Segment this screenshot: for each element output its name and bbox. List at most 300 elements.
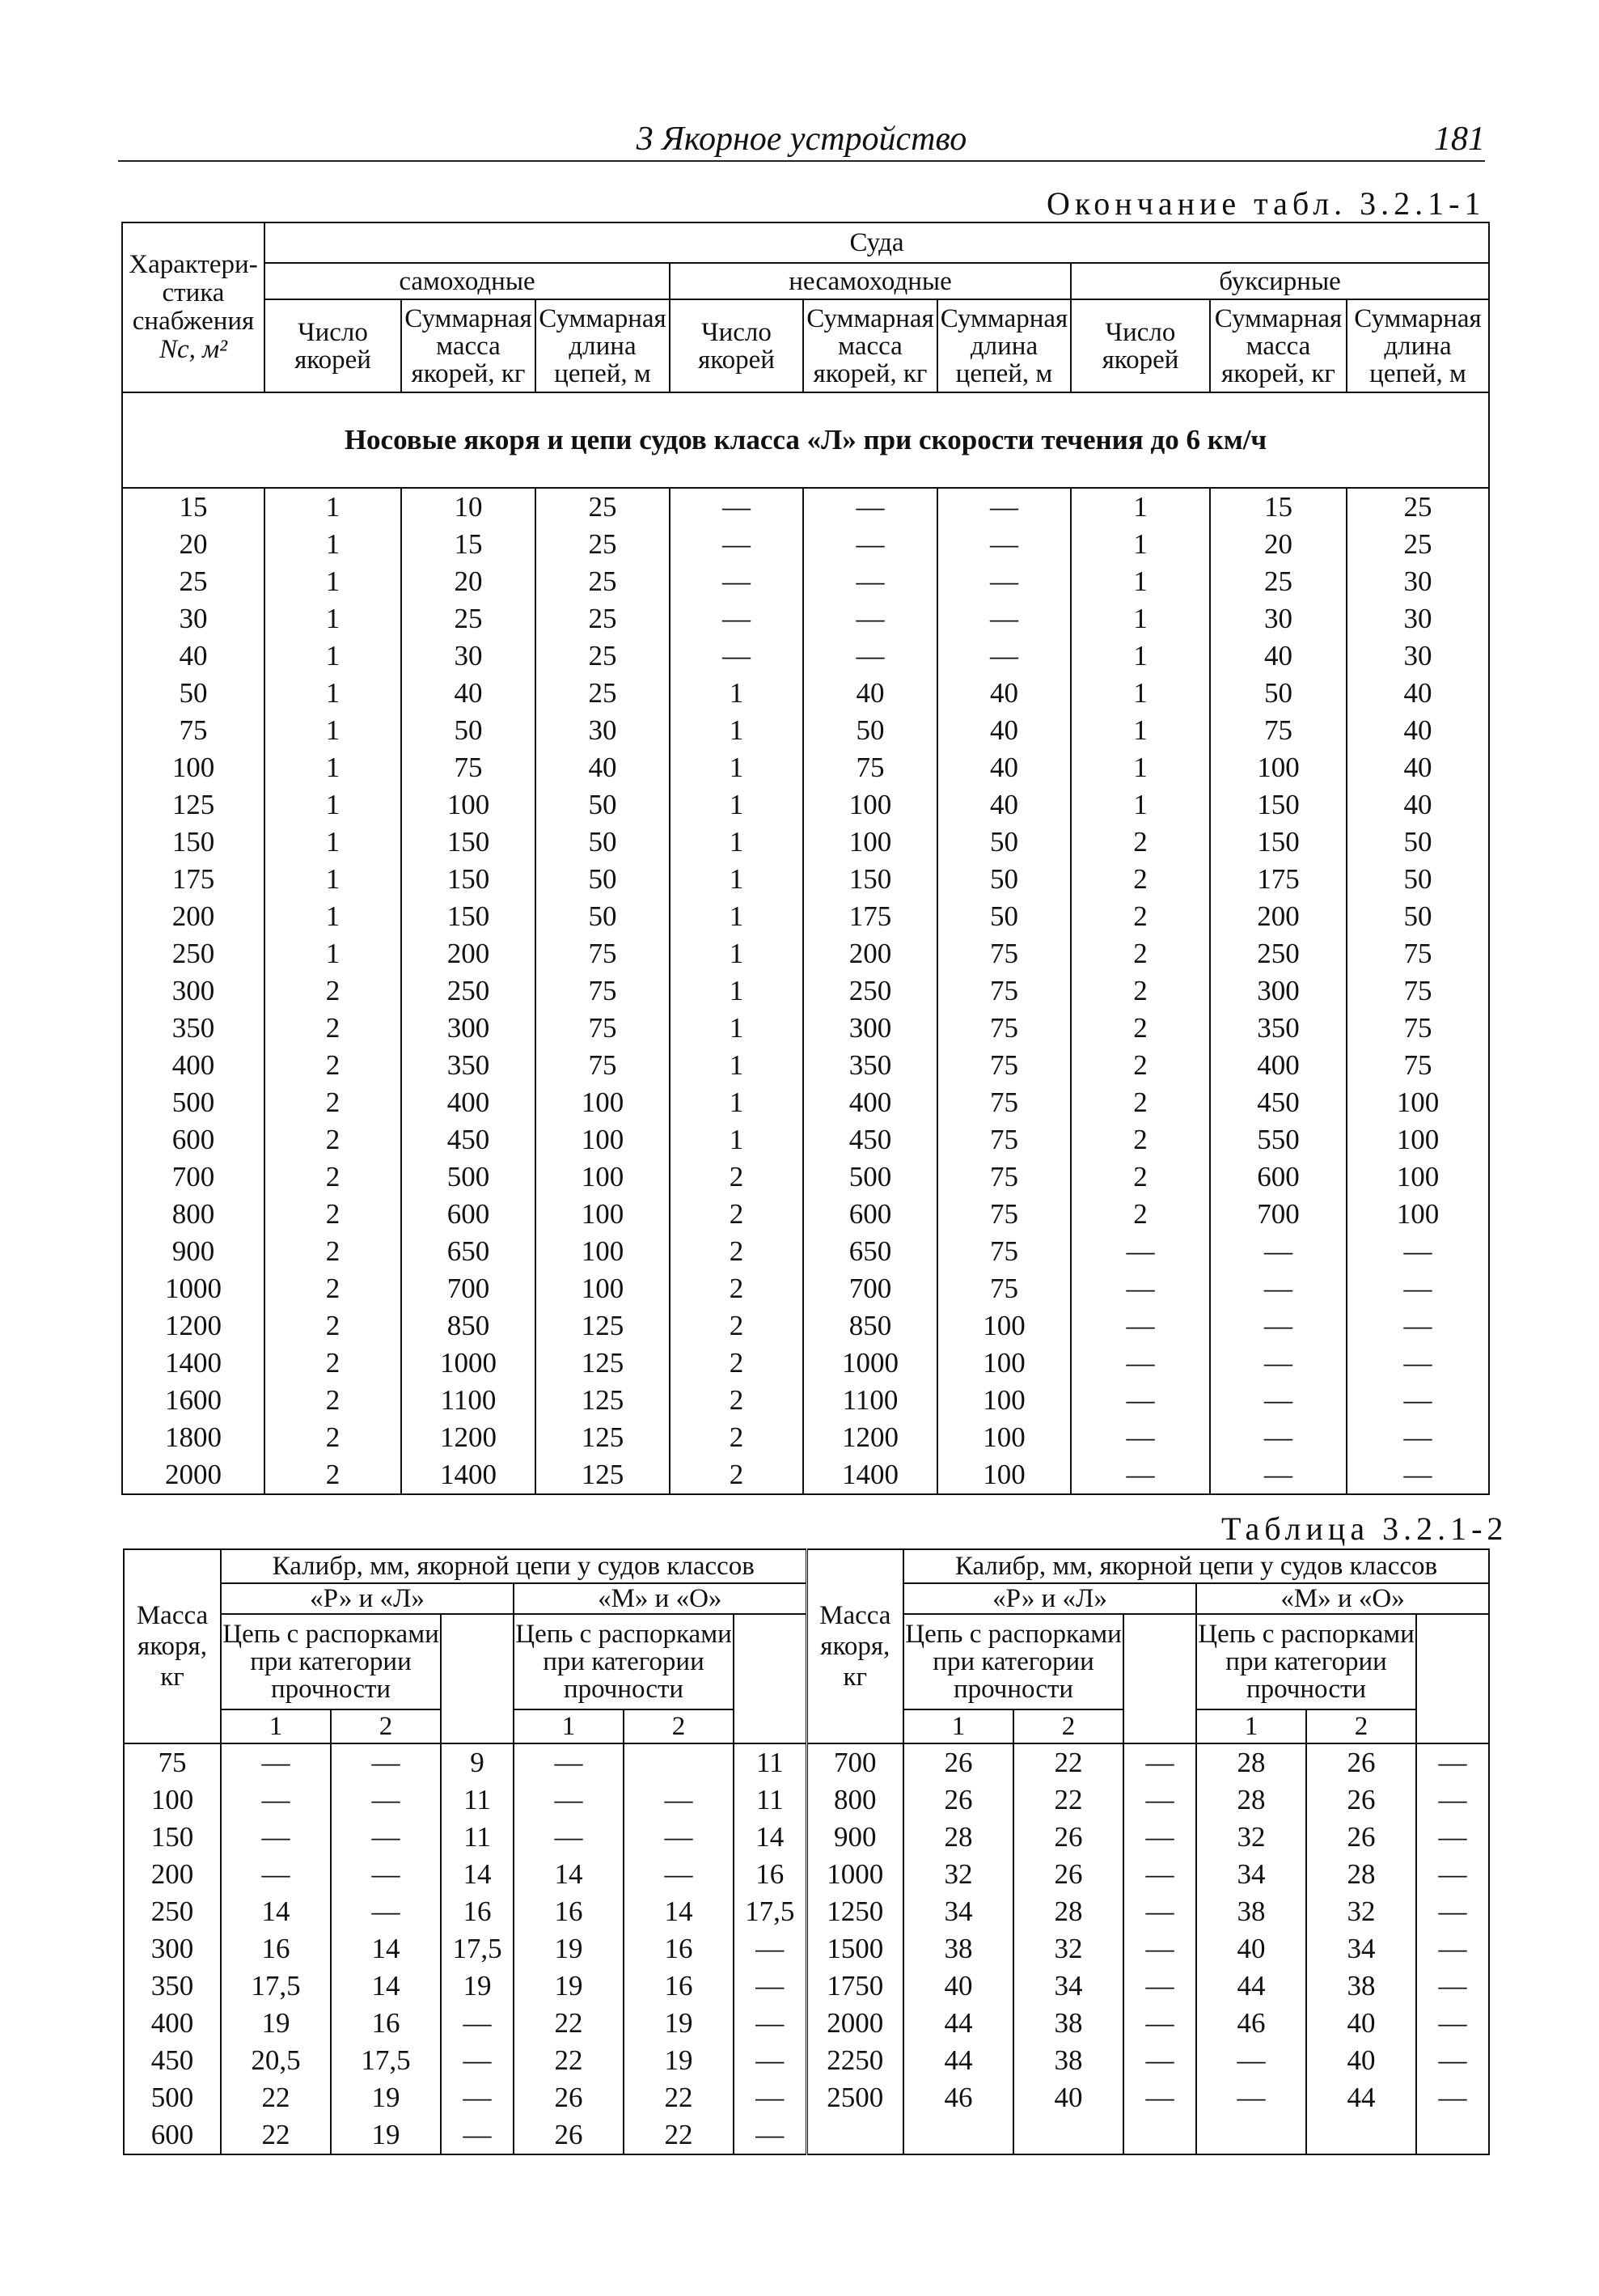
table-cell: 22: [514, 2005, 624, 2042]
table-cell: 700: [803, 1270, 937, 1307]
table-cell: 100: [122, 749, 264, 786]
table-cell: 40: [903, 1968, 1013, 2005]
table-cell: 125: [535, 1419, 670, 1456]
table-cell: 1: [264, 786, 401, 824]
table-cell: 350: [1210, 1010, 1347, 1047]
table-cell: 700: [401, 1270, 535, 1307]
table-cell: 100: [803, 824, 937, 861]
table-cell: 30: [122, 600, 264, 638]
table-cell: 28: [1196, 1743, 1306, 1781]
table-cell: 1: [670, 1121, 803, 1159]
table-cell: 850: [803, 1307, 937, 1345]
table-cell: 600: [803, 1196, 937, 1233]
table-cell: 2: [1071, 935, 1210, 972]
table-cell: 1: [264, 600, 401, 638]
table-cell: 300: [124, 1930, 221, 1968]
table-cell: 46: [1196, 2005, 1306, 2042]
table-cell: —: [1123, 2005, 1196, 2042]
table-cell: —: [221, 1819, 331, 1856]
table-cell: 40: [803, 675, 937, 712]
table-cell: —: [514, 1743, 624, 1781]
table-cell: 75: [535, 972, 670, 1010]
table-cell: —: [1347, 1270, 1489, 1307]
table-cell: —: [1123, 1930, 1196, 1968]
table-cell: 125: [535, 1382, 670, 1419]
table-cell: —: [1123, 1819, 1196, 1856]
table-cell: 1: [670, 861, 803, 898]
table-cell: 15: [1210, 488, 1347, 526]
table-cell: 150: [401, 898, 535, 935]
table-row: [122, 1196, 1489, 1233]
table-cell: 14: [331, 1930, 441, 1968]
table-cell: —: [670, 488, 803, 526]
table-cell: —: [1071, 1419, 1210, 1456]
table-cell: —: [734, 2116, 806, 2154]
table-cell: 16: [624, 1968, 734, 2005]
table-row: [122, 1419, 1489, 1456]
table-cell: 17,5: [221, 1968, 331, 2005]
table-cell: —: [1416, 1781, 1489, 1819]
grade-header: 2: [624, 1709, 734, 1743]
class-header: «М» и «О»: [514, 1583, 806, 1614]
table-cell: 2: [264, 1047, 401, 1084]
table-cell: 350: [401, 1047, 535, 1084]
stud-link-header: Цепь с распорками при категории прочности: [514, 1614, 734, 1709]
table-cell: 1400: [122, 1345, 264, 1382]
table-cell: 40: [937, 675, 1071, 712]
table-cell: 900: [806, 1819, 903, 1856]
table-cell: 450: [124, 2042, 221, 2079]
table-cell: 28: [1013, 1893, 1123, 1930]
class-header: «Р» и «Л»: [221, 1583, 514, 1614]
table-cell: 250: [1210, 935, 1347, 972]
table-cell: 100: [803, 786, 937, 824]
table-cell: 75: [1347, 935, 1489, 972]
grade-header: 1: [903, 1709, 1013, 1743]
table-cell: 2: [1071, 1159, 1210, 1196]
table-cell: 40: [401, 675, 535, 712]
table-cell: —: [1416, 1930, 1489, 1968]
table-cell: 2: [1071, 1196, 1210, 1233]
table-row: [122, 861, 1489, 898]
table-cell: 500: [803, 1159, 937, 1196]
table-cell: 150: [401, 824, 535, 861]
table-cell: 15: [401, 526, 535, 563]
table-cell: 450: [1210, 1084, 1347, 1121]
table-cell: 16: [441, 1893, 514, 1930]
table-row: [124, 1930, 1489, 1968]
table-cell: 19: [331, 2079, 441, 2116]
table-cell: —: [1210, 1233, 1347, 1270]
table-cell: 850: [401, 1307, 535, 1345]
table-cell: —: [1347, 1233, 1489, 1270]
table-cell: 1: [264, 638, 401, 675]
table-cell: 200: [401, 935, 535, 972]
table-cell: —: [1210, 1419, 1347, 1456]
page-number: 181: [1434, 121, 1485, 158]
table-cell: 40: [122, 638, 264, 675]
table-cell: 2: [264, 1010, 401, 1047]
table-cell: 75: [803, 749, 937, 786]
table-cell: 1: [264, 861, 401, 898]
table-cell: —: [441, 2079, 514, 2116]
class-header: «М» и «О»: [1196, 1583, 1489, 1614]
table-cell: —: [937, 488, 1071, 526]
table-row: [122, 563, 1489, 600]
table-cell: 250: [122, 935, 264, 972]
table-cell: —: [441, 2042, 514, 2079]
table-cell: 700: [806, 1743, 903, 1781]
table-cell: 2: [670, 1382, 803, 1419]
table-cell: 30: [1210, 600, 1347, 638]
grade-header: 2: [1306, 1709, 1416, 1743]
table-cell: [1123, 2116, 1196, 2154]
table2-body: [124, 1743, 1489, 2154]
table-cell: 14: [331, 1968, 441, 2005]
table-cell: 2250: [806, 2042, 903, 2079]
table-cell: 50: [1347, 898, 1489, 935]
table-cell: 11: [734, 1781, 806, 1819]
table-cell: —: [331, 1743, 441, 1781]
table-cell: 650: [401, 1233, 535, 1270]
table-cell: 100: [937, 1456, 1071, 1494]
table-cell: 100: [535, 1270, 670, 1307]
table-cell: 2: [670, 1270, 803, 1307]
table-cell: 1: [264, 488, 401, 526]
table-cell: 2: [1071, 1010, 1210, 1047]
table-cell: 1400: [401, 1456, 535, 1494]
table-cell: 1100: [401, 1382, 535, 1419]
header-rule: [118, 160, 1485, 162]
table-cell: 26: [514, 2079, 624, 2116]
table-cell: 2: [264, 1345, 401, 1382]
table-cell: 75: [401, 749, 535, 786]
table-cell: 300: [122, 972, 264, 1010]
caliber-header: Калибр, мм, якорной цепи у судов классов: [903, 1549, 1489, 1583]
table-cell: 30: [535, 712, 670, 749]
table-cell: —: [670, 563, 803, 600]
table-cell: 2: [670, 1419, 803, 1456]
table-cell: —: [1071, 1270, 1210, 1307]
table-row: [122, 675, 1489, 712]
table-cell: 800: [122, 1196, 264, 1233]
table-cell: 1500: [806, 1930, 903, 1968]
table-cell: 600: [122, 1121, 264, 1159]
table-cell: —: [1416, 2005, 1489, 2042]
table-cell: —: [1071, 1456, 1210, 1494]
table-cell: —: [803, 600, 937, 638]
table-cell: 40: [1013, 2079, 1123, 2116]
table-cell: 10: [401, 488, 535, 526]
table-cell: 32: [1013, 1930, 1123, 1968]
table-cell: —: [734, 2042, 806, 2079]
sub-header: Суммарная длина цепей, м: [1347, 299, 1489, 392]
table-cell: 34: [903, 1893, 1013, 1930]
table-cell: 50: [1210, 675, 1347, 712]
table-cell: 100: [1210, 749, 1347, 786]
table-cell: —: [803, 563, 937, 600]
table-cell: 75: [937, 972, 1071, 1010]
table-cell: 9: [441, 1743, 514, 1781]
table-cell: 100: [937, 1307, 1071, 1345]
table-row: [122, 1121, 1489, 1159]
table-cell: —: [221, 1781, 331, 1819]
table-cell: 40: [937, 712, 1071, 749]
table-cell: —: [670, 600, 803, 638]
class-header: «Р» и «Л»: [903, 1583, 1196, 1614]
table-cell: 20: [122, 526, 264, 563]
table-row: [124, 1743, 1489, 1781]
table-cell: 2: [1071, 861, 1210, 898]
table-cell: —: [624, 1856, 734, 1893]
sub-header: Суммарная длина цепей, м: [937, 299, 1071, 392]
table-cell: 26: [1306, 1819, 1416, 1856]
table-cell: —: [803, 638, 937, 675]
table-cell: 175: [803, 898, 937, 935]
table-cell: 1200: [803, 1419, 937, 1456]
table-cell: 2: [670, 1456, 803, 1494]
table-cell: [1196, 2116, 1306, 2154]
table-cell: 900: [122, 1233, 264, 1270]
table-cell: 50: [937, 824, 1071, 861]
table-cell: —: [1210, 1307, 1347, 1345]
table-cell: —: [1071, 1382, 1210, 1419]
table-row: [122, 1010, 1489, 1047]
table-cell: 19: [624, 2005, 734, 2042]
table-cell: 100: [535, 1196, 670, 1233]
table-cell: 1200: [401, 1419, 535, 1456]
table-row: [122, 488, 1489, 526]
sub-header: Число якорей: [1071, 299, 1210, 392]
caliber-header: Калибр, мм, якорной цепи у судов классов: [221, 1549, 806, 1583]
table-cell: 250: [803, 972, 937, 1010]
table-cell: 75: [1347, 972, 1489, 1010]
table-cell: 38: [1013, 2042, 1123, 2079]
grade-header: 2: [1013, 1709, 1123, 1743]
table-cell: 44: [1196, 1968, 1306, 2005]
table-cell: 2: [264, 1159, 401, 1196]
table-cell: 75: [937, 935, 1071, 972]
table-cell: 38: [1306, 1968, 1416, 2005]
table-cell: 50: [937, 861, 1071, 898]
table-cell: 30: [1347, 638, 1489, 675]
table-cell: 800: [806, 1781, 903, 1819]
table-row: [122, 935, 1489, 972]
table-row: [122, 972, 1489, 1010]
table-cell: 20: [401, 563, 535, 600]
table-cell: —: [734, 2079, 806, 2116]
table-cell: 1200: [122, 1307, 264, 1345]
table-cell: 38: [1196, 1893, 1306, 1930]
table-cell: —: [1416, 1968, 1489, 2005]
table-cell: 1: [670, 749, 803, 786]
table-cell: —: [1347, 1382, 1489, 1419]
table-row: [122, 1084, 1489, 1121]
table-cell: 25: [535, 526, 670, 563]
table-cell: 100: [1347, 1159, 1489, 1196]
table-row: [124, 1893, 1489, 1930]
table-row: [124, 1819, 1489, 1856]
table-cell: 26: [1013, 1819, 1123, 1856]
table-cell: 1: [264, 675, 401, 712]
table-cell: 1800: [122, 1419, 264, 1456]
group-non-self-propelled: несамоходные: [670, 263, 1071, 299]
table-cell: —: [331, 1781, 441, 1819]
table-cell: —: [803, 488, 937, 526]
table-cell: —: [1123, 1743, 1196, 1781]
table-cell: 2000: [806, 2005, 903, 2042]
table-cell: 75: [1347, 1047, 1489, 1084]
table-cell: 600: [401, 1196, 535, 1233]
table-cell: 1: [670, 1084, 803, 1121]
table-cell: 22: [221, 2079, 331, 2116]
table-cell: 75: [937, 1159, 1071, 1196]
sub-header: Суммарная масса якорей, кг: [401, 299, 535, 392]
sub-header: Число якорей: [264, 299, 401, 392]
table-cell: 2: [1071, 824, 1210, 861]
table-cell: 125: [535, 1307, 670, 1345]
table-cell: —: [1123, 1856, 1196, 1893]
table-cell: 300: [1210, 972, 1347, 1010]
table-cell: —: [1071, 1233, 1210, 1270]
table-cell: —: [331, 1856, 441, 1893]
col-mass: Масса якоря, кг: [806, 1549, 903, 1743]
table-cell: 700: [1210, 1196, 1347, 1233]
table-cell: 50: [535, 898, 670, 935]
sub-header: Число якорей: [670, 299, 803, 392]
table-cell: 26: [1306, 1781, 1416, 1819]
table-row: [122, 600, 1489, 638]
table-cell: 100: [535, 1159, 670, 1196]
table-cell: —: [803, 526, 937, 563]
table-cell: 450: [803, 1121, 937, 1159]
table-cell: 26: [903, 1781, 1013, 1819]
table-cell: —: [1123, 1893, 1196, 1930]
table-cell: 200: [122, 898, 264, 935]
table-cell: 1: [670, 972, 803, 1010]
table-cell: 100: [401, 786, 535, 824]
table-cell: 17,5: [441, 1930, 514, 1968]
table-row: [122, 898, 1489, 935]
table-cell: 16: [514, 1893, 624, 1930]
table-cell: 2000: [122, 1456, 264, 1494]
table-cell: 2500: [806, 2079, 903, 2116]
table-cell: 1750: [806, 1968, 903, 2005]
table-cell: 28: [1306, 1856, 1416, 1893]
table-cell: 32: [1306, 1893, 1416, 1930]
table-cell: 2: [670, 1196, 803, 1233]
table-cell: 450: [401, 1121, 535, 1159]
table-cell: 125: [535, 1456, 670, 1494]
table-cell: 50: [535, 824, 670, 861]
table-cell: —: [937, 563, 1071, 600]
table2-caption: Таблица 3.2.1-2: [1221, 1510, 1508, 1547]
table-cell: 1: [1071, 786, 1210, 824]
table-cell: 200: [124, 1856, 221, 1893]
grade-header: 1: [221, 1709, 331, 1743]
section-title: Носовые якоря и цепи судов класса «Л» при скорости течения до 6 км/ч: [122, 392, 1489, 488]
chain-caliber-table: [123, 1548, 1490, 2155]
stud-link-header: Цепь с распорками при категории прочности: [221, 1614, 441, 1709]
table-cell: 150: [1210, 786, 1347, 824]
table-cell: 75: [937, 1084, 1071, 1121]
table-cell: 19: [624, 2042, 734, 2079]
table-cell: —: [1071, 1345, 1210, 1382]
table-cell: —: [1416, 1819, 1489, 1856]
table-cell: 40: [535, 749, 670, 786]
table-cell: 400: [401, 1084, 535, 1121]
table-cell: 1: [670, 675, 803, 712]
table-cell: 100: [124, 1781, 221, 1819]
table-cell: 100: [937, 1382, 1071, 1419]
table1-caption: Окончание табл. 3.2.1-1: [1047, 185, 1486, 222]
table-cell: —: [624, 1781, 734, 1819]
table-cell: 19: [514, 1930, 624, 1968]
table-cell: 2: [670, 1345, 803, 1382]
table-cell: 2: [264, 1084, 401, 1121]
table-cell: 19: [331, 2116, 441, 2154]
table-cell: 20,5: [221, 2042, 331, 2079]
table-cell: 46: [903, 2079, 1013, 2116]
table-cell: 650: [803, 1233, 937, 1270]
table-cell: 25: [535, 488, 670, 526]
table-cell: —: [1416, 1856, 1489, 1893]
table-cell: 1: [264, 712, 401, 749]
studless-header: [441, 1614, 514, 1743]
table-row: [122, 1382, 1489, 1419]
table-cell: 1: [264, 526, 401, 563]
table-cell: 40: [1306, 2042, 1416, 2079]
table-cell: 28: [903, 1819, 1013, 1856]
table-cell: 1000: [806, 1856, 903, 1893]
table-cell: 25: [1347, 488, 1489, 526]
table-cell: 40: [1347, 675, 1489, 712]
table-cell: 400: [122, 1047, 264, 1084]
table-cell: 32: [903, 1856, 1013, 1893]
table-cell: —: [1347, 1345, 1489, 1382]
table-cell: —: [1210, 1270, 1347, 1307]
table-cell: 50: [401, 712, 535, 749]
vessels-header: Суда: [264, 222, 1489, 263]
sub-header: Суммарная длина цепей, м: [535, 299, 670, 392]
table-cell: —: [331, 1819, 441, 1856]
table-cell: 1100: [803, 1382, 937, 1419]
table-cell: 22: [1013, 1781, 1123, 1819]
table-row: [122, 1345, 1489, 1382]
table-cell: 2: [264, 1270, 401, 1307]
table-cell: 350: [803, 1047, 937, 1084]
table-cell: 30: [1347, 600, 1489, 638]
table-cell: 350: [124, 1968, 221, 2005]
table-cell: —: [1196, 2042, 1306, 2079]
table-cell: 100: [1347, 1196, 1489, 1233]
table-cell: 1: [1071, 526, 1210, 563]
table-cell: —: [1196, 2079, 1306, 2116]
table-cell: 14: [514, 1856, 624, 1893]
table-cell: 150: [803, 861, 937, 898]
table-cell: 28: [1196, 1781, 1306, 1819]
table-cell: 26: [1306, 1743, 1416, 1781]
table-cell: —: [670, 526, 803, 563]
table-cell: 200: [803, 935, 937, 972]
grade-header: 1: [514, 1709, 624, 1743]
table-cell: 125: [535, 1345, 670, 1382]
table-cell: 26: [903, 1743, 1013, 1781]
table-cell: 150: [124, 1819, 221, 1856]
table-cell: —: [1123, 2079, 1196, 2116]
table-cell: 2: [264, 1121, 401, 1159]
table-cell: 19: [441, 1968, 514, 2005]
